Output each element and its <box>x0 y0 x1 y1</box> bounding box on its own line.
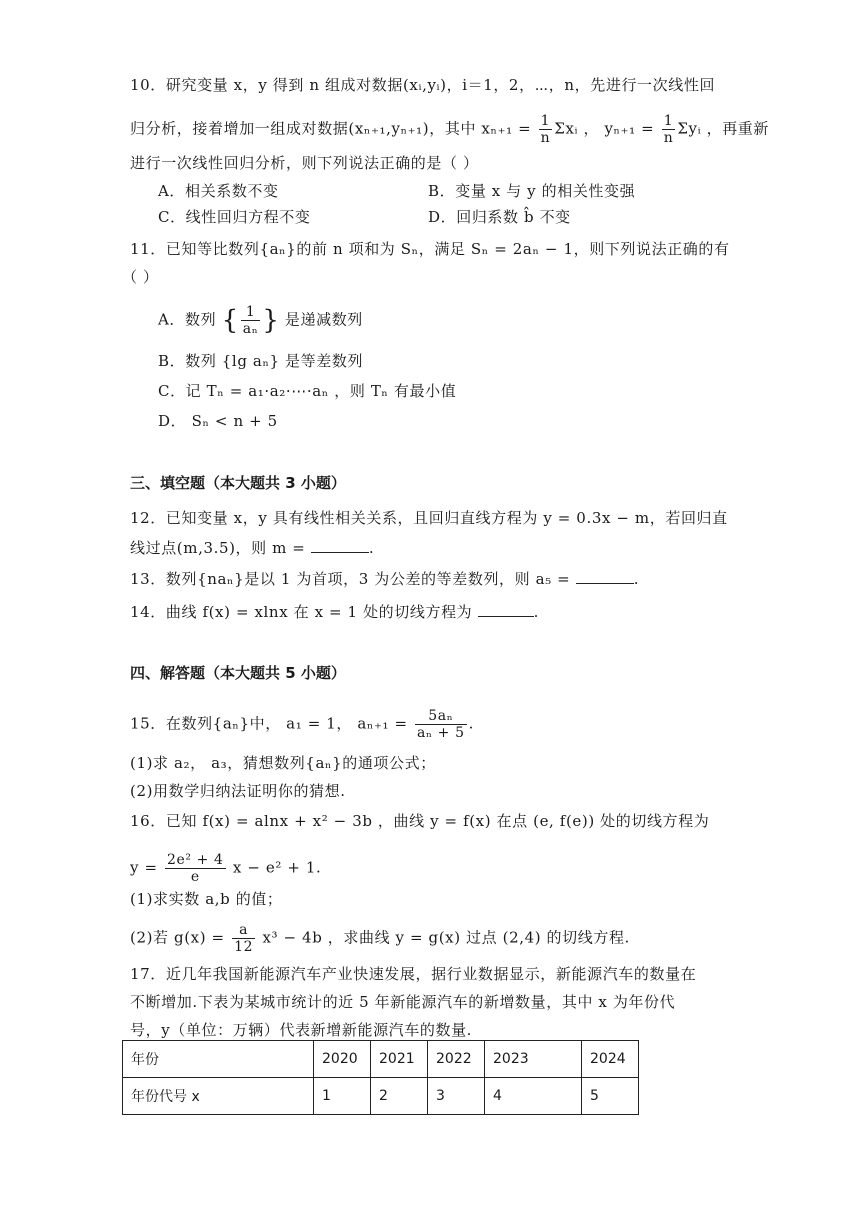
table-cell: 2 <box>371 1078 428 1115</box>
q10-options-row1 <box>158 180 636 202</box>
q10-options-row2 <box>158 206 571 228</box>
q10-line3: 进行一次线性回归分析，则下列说法正确的是（ ） <box>130 154 479 172</box>
table-cell: 2021 <box>371 1041 428 1078</box>
frac-denominator: n <box>663 130 674 146</box>
q16-line2-post: x − e² + 1. <box>232 858 322 877</box>
frac-numerator: a <box>232 922 255 939</box>
q11-option-a-pre: A．数列 <box>158 310 217 329</box>
q17-data-table <box>122 1040 639 1115</box>
q10-option-a: A．相关系数不变 <box>158 182 279 200</box>
q12-line2-text: 线过点(m,3.5)，则 m = <box>130 539 306 557</box>
q17-line2: 不断增加.下表为某城市统计的近 5 年新能源汽车的新增数量，其中 x 为年份代 <box>130 993 676 1011</box>
q13-text: 13．数列{naₙ}是以 1 为首项，3 为公差的等差数列，则 a₅ = <box>130 570 571 588</box>
q16-part2 <box>130 922 630 955</box>
q10-frac-y <box>662 113 676 146</box>
table-cell: 年份代号 x <box>123 1078 314 1115</box>
frac-numerator: 1 <box>539 113 553 130</box>
q16-part2-pre: (2)若 g(x) = <box>130 928 225 947</box>
frac-denominator: e <box>190 869 200 885</box>
table-row <box>123 1078 639 1115</box>
q15-frac <box>415 708 467 741</box>
frac-numerator: 5aₙ <box>415 708 467 725</box>
frac-numerator: 2e² + 4 <box>167 852 224 868</box>
table-cell: 2022 <box>428 1041 485 1078</box>
q10-sum-x: Σxᵢ <box>554 119 579 138</box>
q11-option-d: D． Sₙ < n + 5 <box>158 412 278 430</box>
q16-part2-frac <box>232 922 255 955</box>
frac-denominator: n <box>540 130 551 146</box>
frac-numerator: 1 <box>241 304 261 321</box>
q12-line2: 线过点(m,3.5)，则 m = . <box>130 539 375 557</box>
q12-answer-blank[interactable] <box>311 538 369 553</box>
q10-line2 <box>130 113 769 146</box>
q16-part1: (1)求实数 a,b 的值； <box>130 890 283 908</box>
q13-answer-blank[interactable] <box>576 569 634 584</box>
frac-numerator: 1 <box>662 113 676 130</box>
q14-text: 14．曲线 f(x) = xlnx 在 x = 1 处的切线方程为 <box>130 603 473 621</box>
table-cell: 5 <box>582 1078 639 1115</box>
table-cell: 年份 <box>123 1041 314 1078</box>
q10-sum-y: Σyᵢ <box>677 119 702 138</box>
q16-line1: 16．已知 f(x) = alnx + x² − 3b ，曲线 y = f(x) 在点 (e, f(e)) 处的切线方程为 <box>130 812 710 830</box>
table-row <box>123 1041 639 1078</box>
frac-denominator: aₙ + 5 <box>417 725 465 741</box>
q13-line: 13．数列{naₙ}是以 1 为首项，3 为公差的等差数列，则 a₅ = . <box>130 570 640 588</box>
q16-line2 <box>130 852 321 885</box>
q14-line: 14．曲线 f(x) = xlnx 在 x = 1 处的切线方程为 . <box>130 603 540 621</box>
q11-option-b: B．数列 {lg aₙ} 是等差数列 <box>158 352 364 370</box>
frac-denominator: aₙ <box>242 321 259 337</box>
q10-line1: 10．研究变量 x，y 得到 n 组成对数据(xᵢ,yᵢ)，i＝1，2，⋯，n，先进行一次线性回 <box>130 76 716 94</box>
table-cell: 2020 <box>314 1041 371 1078</box>
q10-line2-c: ，再重新 <box>706 119 769 138</box>
section-4-heading: 四、解答题（本大题共 5 小题） <box>130 664 346 682</box>
q17-line3: 号，y（单位：万辆）代表新增新能源汽车的数量. <box>130 1021 473 1039</box>
q17-line1: 17．近几年我国新能源汽车产业快速发展，据行业数据显示，新能源汽车的数量在 <box>130 965 697 983</box>
q15-part1: (1)求 a₂， a₃，猜想数列{aₙ}的通项公式； <box>130 754 436 772</box>
q11-frac <box>241 304 261 337</box>
q15-line1-text: 15．在数列{aₙ}中， a₁ = 1， aₙ₊₁ = <box>130 714 408 733</box>
q10-option-d: D．回归系数 b̂ 不变 <box>428 208 571 226</box>
table-cell: 3 <box>428 1078 485 1115</box>
q16-frac <box>165 852 226 885</box>
q15-line1: 15．在数列{aₙ}中， a₁ = 1， aₙ₊₁ = $\frac{\text{5aₙ}}{\text{aₙ + 5}}$ . <box>130 708 474 741</box>
q15-part2: (2)用数学归纳法证明你的猜想. <box>130 782 346 800</box>
q11-option-a: A．数列 { $\frac{1}{\text{aₙ}}$ } 是递减数列 <box>158 304 363 337</box>
q14-answer-blank[interactable] <box>478 602 534 617</box>
table-cell: 4 <box>485 1078 582 1115</box>
q10-frac-x <box>539 113 553 146</box>
q10-line2-a: 归分析，接着增加一组成对数据(xₙ₊₁,yₙ₊₁)，其中 xₙ₊₁ = <box>130 119 532 138</box>
section-3-heading: 三、填空题（本大题共 3 小题） <box>130 474 346 492</box>
q11-line1: 11．已知等比数列{aₙ}的前 n 项和为 Sₙ，满足 Sₙ = 2aₙ − 1，则下列说法正确的有 <box>130 240 730 258</box>
q16-line2-pre: y = <box>130 858 158 877</box>
q11-line2: （ ） <box>122 268 159 286</box>
q10-line2-b: ， yₙ₊₁ = <box>583 119 655 138</box>
table-cell: 1 <box>314 1078 371 1115</box>
table-cell: 2023 <box>485 1041 582 1078</box>
table-cell: 2024 <box>582 1041 639 1078</box>
q12-line1: 12．已知变量 x，y 具有线性相关关系，且回归直线方程为 y = 0.3x − m，若回归直 <box>130 509 728 527</box>
q11-option-a-post: 是递减数列 <box>284 310 363 329</box>
q16-part2-post: x³ − 4b ，求曲线 y = g(x) 过点 (2,4) 的切线方程. <box>262 928 630 947</box>
q11-option-c: C．记 Tₙ = a₁·a₂·⋯·aₙ ，则 Tₙ 有最小值 <box>158 382 457 400</box>
q10-option-b: B．变量 x 与 y 的相关性变强 <box>428 182 636 200</box>
q10-option-c: C．线性回归方程不变 <box>158 208 311 226</box>
frac-denominator: 12 <box>234 939 254 955</box>
